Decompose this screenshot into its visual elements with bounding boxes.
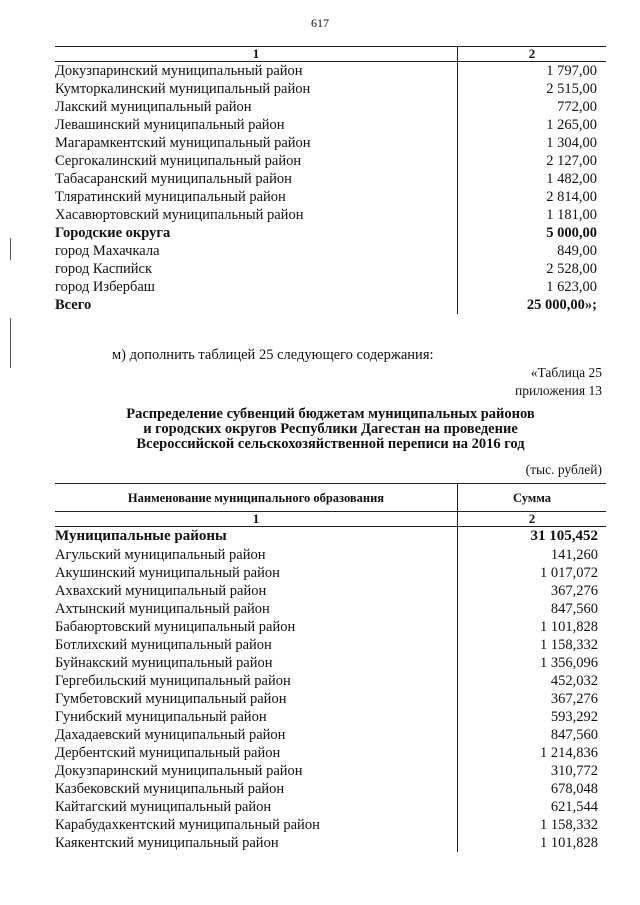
row-value: 367,276 — [458, 690, 607, 708]
row-value: 367,276 — [458, 582, 607, 600]
title-line: Распределение субвенций бюджетам муниципальных районов — [126, 406, 535, 422]
row-value: 1 356,096 — [458, 654, 607, 672]
row-value: 678,048 — [458, 780, 607, 798]
row-value: 1 623,00 — [458, 278, 607, 296]
row-name: Ахвахский муниципальный район — [55, 583, 267, 599]
table-row — [55, 600, 606, 618]
table-row — [55, 744, 606, 762]
table-row — [55, 618, 606, 636]
row-name: город Избербаш — [55, 279, 155, 295]
row-name: Казбековский муниципальный район — [55, 781, 285, 797]
row-name: Всего — [55, 297, 92, 313]
row-value: 1 304,00 — [458, 134, 607, 152]
table-row — [55, 708, 606, 726]
table-row — [55, 582, 606, 600]
row-name: Лакский муниципальный район — [55, 99, 252, 115]
row-value: 2 515,00 — [458, 80, 607, 98]
row-name: Ахтынский муниципальный район — [55, 601, 270, 617]
table-row — [55, 206, 606, 224]
table-row — [55, 780, 606, 798]
row-name: Хасавюртовский муниципальный район — [55, 207, 304, 223]
table-row — [55, 672, 606, 690]
margin-mark — [10, 318, 11, 368]
row-name: Карабудахкентский муниципальный район — [55, 817, 320, 833]
table-row — [55, 726, 606, 744]
column-number: 1 — [55, 512, 458, 527]
table-row — [55, 260, 606, 278]
table-row — [55, 152, 606, 170]
table-row — [55, 242, 606, 260]
section-name: Муниципальные районы — [55, 528, 227, 544]
table-row — [55, 224, 606, 242]
table-row — [55, 116, 606, 134]
section-value: 31 105,452 — [458, 527, 607, 547]
table-row — [55, 762, 606, 780]
row-value: 1 482,00 — [458, 170, 607, 188]
row-name: Докузпаринский муниципальный район — [55, 763, 303, 779]
table-row — [55, 296, 606, 314]
page-number: 617 — [311, 16, 329, 30]
row-value: 593,292 — [458, 708, 607, 726]
table-row — [55, 62, 606, 81]
row-value: 1 101,828 — [458, 834, 607, 852]
row-name: Тляратинский муниципальный район — [55, 189, 286, 205]
table-row — [55, 98, 606, 116]
row-name: Буйнакский муниципальный район — [55, 655, 273, 671]
title-line: Всероссийской сельскохозяйственной переписи на 2016 год — [136, 436, 525, 452]
row-value: 452,032 — [458, 672, 607, 690]
section-row — [55, 527, 606, 547]
table-row — [55, 170, 606, 188]
row-name: город Махачкала — [55, 243, 160, 259]
row-name: Докузпаринский муниципальный район — [55, 63, 303, 79]
column-number: 2 — [458, 47, 607, 62]
row-name: Табасаранский муниципальный район — [55, 171, 292, 187]
table-row — [55, 546, 606, 564]
row-name: Городские округа — [55, 225, 171, 241]
row-name: Кайтагский муниципальный район — [55, 799, 272, 815]
column-number: 2 — [458, 512, 607, 527]
row-name: Агульский муниципальный район — [55, 547, 266, 563]
table-column-numbers — [55, 47, 606, 62]
row-name: Дербентский муниципальный район — [55, 745, 281, 761]
table-reference-line: «Таблица 25 — [530, 365, 602, 380]
table-continuation — [55, 46, 606, 314]
row-value: 1 101,828 — [458, 618, 607, 636]
row-value: 1 265,00 — [458, 116, 607, 134]
table-row — [55, 636, 606, 654]
row-value: 141,260 — [458, 546, 607, 564]
row-name: Магарамкентский муниципальный район — [55, 135, 311, 151]
row-value: 847,560 — [458, 600, 607, 618]
row-name: Ботлихский муниципальный район — [55, 637, 272, 653]
row-value: 2 528,00 — [458, 260, 607, 278]
units-label: (тыс. рублей) — [525, 462, 602, 477]
row-value: 1 158,332 — [458, 636, 607, 654]
table-column-numbers — [55, 512, 606, 527]
row-name: Дахадаевский муниципальный район — [55, 727, 286, 743]
table-row — [55, 80, 606, 98]
row-name: Гунибский муниципальный район — [55, 709, 267, 725]
table-row — [55, 188, 606, 206]
column-number: 1 — [55, 47, 458, 62]
row-value: 621,544 — [458, 798, 607, 816]
row-value: 1 181,00 — [458, 206, 607, 224]
table-row — [55, 564, 606, 582]
table-reference-line: приложения 13 — [514, 383, 602, 398]
row-name: Сергокалинский муниципальный район — [55, 153, 302, 169]
table-row — [55, 798, 606, 816]
row-value: 1 797,00 — [458, 62, 607, 81]
row-value: 2 127,00 — [458, 152, 607, 170]
row-value: 772,00 — [458, 98, 607, 116]
row-value: 310,772 — [458, 762, 607, 780]
table-row — [55, 278, 606, 296]
intro-text: м) дополнить таблицей 25 следующего содержания: — [112, 347, 434, 363]
table-row — [55, 654, 606, 672]
row-name: Гергебильский муниципальный район — [55, 673, 291, 689]
table-row — [55, 690, 606, 708]
row-value: 2 814,00 — [458, 188, 607, 206]
header-name-column: Наименование муниципального образования — [55, 484, 458, 512]
row-value: 847,560 — [458, 726, 607, 744]
margin-mark — [10, 238, 11, 260]
row-value: 25 000,00»; — [458, 296, 607, 314]
row-name: Кумторкалинский муниципальный район — [55, 81, 311, 97]
table-row — [55, 816, 606, 834]
table-subventions — [55, 483, 606, 852]
row-value: 5 000,00 — [458, 224, 607, 242]
row-name: Акушинский муниципальный район — [55, 565, 280, 581]
row-value: 849,00 — [458, 242, 607, 260]
row-value: 1 158,332 — [458, 816, 607, 834]
row-name: Левашинский муниципальный район — [55, 117, 285, 133]
row-name: Каякентский муниципальный район — [55, 835, 279, 851]
table-header-row — [55, 484, 606, 512]
row-name: город Каспийск — [55, 261, 153, 277]
row-name: Бабаюртовский муниципальный район — [55, 619, 296, 635]
row-name: Гумбетовский муниципальный район — [55, 691, 287, 707]
table-reference — [515, 364, 602, 400]
table-row — [55, 134, 606, 152]
title-line: и городских округов Республики Дагестан на проведение — [143, 421, 518, 437]
header-sum-column: Сумма — [458, 484, 607, 512]
table-row — [55, 834, 606, 852]
row-value: 1 214,836 — [458, 744, 607, 762]
table-title — [55, 407, 606, 452]
row-value: 1 017,072 — [458, 564, 607, 582]
